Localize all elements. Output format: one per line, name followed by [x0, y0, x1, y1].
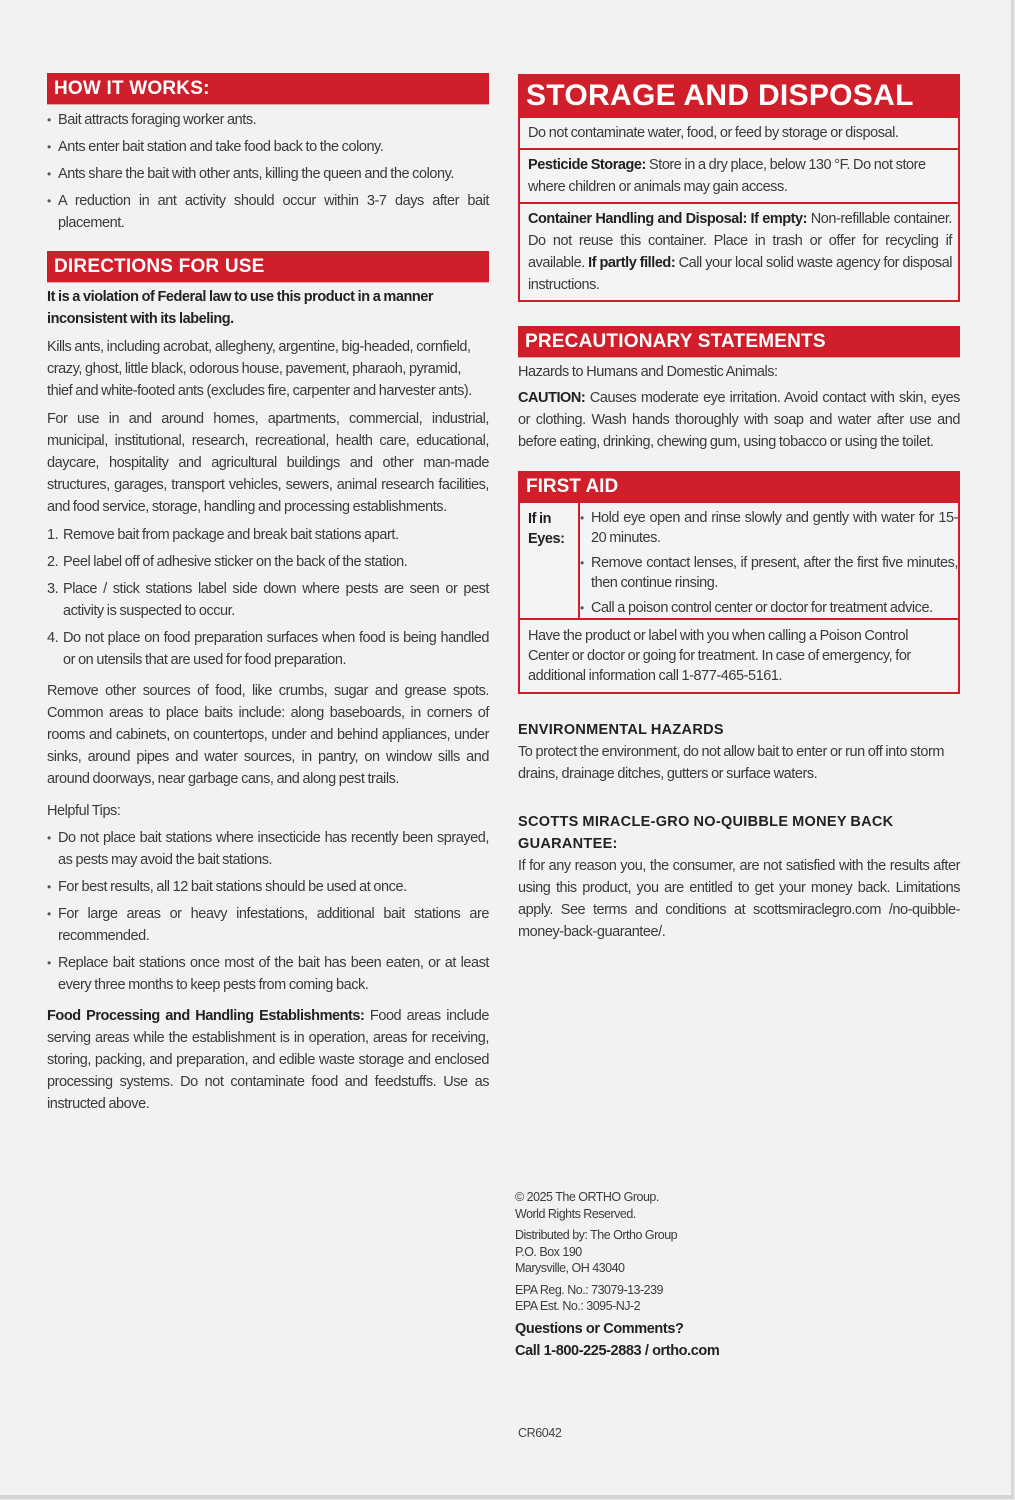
step-number: 3. [47, 581, 59, 597]
list-item: • Remove contact lenses, if present, after the first five minutes, then continue rinsing. [580, 553, 958, 593]
remove-sources-paragraph: Remove other sources of food, like crumbs, sugar and grease spots. Common areas to place baits include: along baseboards, in corners of rooms and cabinets, on countertops, under and behind appliances, under sinks, around pipes and water sources, in pantry, on window sills and around doorways, near garbage cans, and along pest trails. [47, 683, 489, 787]
caution-label: CAUTION: [518, 390, 586, 406]
food-processing-text: Food areas include serving areas while the establishment is in operation, areas for receiving, storing, packing, and preparation, and edible waste storage and enclosed processing systems. Do not contaminate food and feedstuffs. Use as instructed above. [47, 1008, 489, 1112]
step-number: 1. [47, 527, 59, 543]
federal-law-warning: It is a violation of Federal law to use this product in a manner inconsistent with its labeling. [47, 289, 434, 327]
storage-intro: Do not contaminate water, food, or feed by storage or disposal. [520, 116, 958, 148]
rights-reserved: World Rights Reserved. [515, 1206, 636, 1221]
first-aid-footer: Have the product or label with you when calling a Poison Control Center or doctor or going for treatment. In case of emergency, for additional information call 1-877-465-5161. [520, 618, 958, 692]
step-item [47, 578, 489, 622]
list-item: • Replace bait stations once most of the bait has been eaten, or at least every three months to keep pests from coming back. [47, 952, 489, 996]
contact-line: Call 1-800-225-2883 / ortho.com [515, 1342, 720, 1359]
list-item: • Hold eye open and rinse slowly and gently with water for 15-20 minutes. [580, 508, 958, 548]
list-item: • Ants share the bait with other ants, killing the queen and the colony. [47, 163, 489, 185]
helpful-tips-list [47, 827, 489, 996]
step-number: 2. [47, 554, 59, 570]
questions-heading: Questions or Comments? [515, 1320, 684, 1337]
list-item: • Call a poison control center or doctor for treatment advice. [580, 598, 958, 618]
pesticide-storage-label: Pesticide Storage: [528, 157, 646, 173]
storage-disposal-box [518, 74, 960, 302]
food-processing-label: Food Processing and Handling Establishments: [47, 1008, 365, 1024]
food-processing-paragraph [47, 1005, 489, 1115]
first-aid-eyes-row [520, 501, 958, 618]
right-column [518, 74, 960, 943]
epa-est-number: EPA Est. No.: 3095-NJ-2 [515, 1299, 641, 1313]
label-line: Eyes: [528, 531, 565, 547]
if-partly-label: If partly filled: [588, 255, 676, 271]
distributor: Distributed by: The Ortho Group [515, 1228, 678, 1242]
list-item: • For best results, all 12 bait stations should be used at once. [47, 876, 489, 898]
if-empty-label: If empty: [750, 211, 808, 227]
list-item: • Ants enter bait station and take food back to the colony. [47, 136, 489, 158]
environmental-hazards-title: ENVIRONMENTAL HAZARDS [518, 722, 724, 738]
left-column [47, 73, 489, 1115]
step-item [47, 524, 489, 546]
caution-text: Causes moderate eye irritation. Avoid contact with skin, eyes or clothing. Wash hands thoroughly with soap and water after use and before eating, drinking, chewing gum, using tobacco or using the toilet. [518, 390, 960, 450]
helpful-tips-title: Helpful Tips: [47, 803, 121, 819]
step-text: Remove bait from package and break bait stations apart. [63, 527, 399, 543]
first-aid-header: FIRST AID [520, 473, 958, 501]
precautionary-header: PRECAUTIONARY STATEMENTS [518, 326, 960, 357]
step-number: 4. [47, 630, 59, 646]
caution-paragraph [518, 387, 960, 453]
storage-disposal-header: STORAGE AND DISPOSAL [520, 76, 958, 116]
if-in-eyes-label [520, 503, 580, 618]
step-text: Peel label off of adhesive sticker on the back of the station. [63, 554, 408, 570]
city-address: Marysville, OH 43040 [515, 1261, 625, 1275]
po-box: P.O. Box 190 [515, 1244, 582, 1259]
first-aid-list [580, 503, 958, 618]
list-item: • Do not place bait stations where insecticide has recently been sprayed, as pests may avoid the bait stations. [47, 827, 489, 871]
step-item [47, 627, 489, 671]
guarantee-title: SCOTTS MIRACLE-GRO NO-QUIBBLE MONEY BACK GUARANTEE: [518, 814, 894, 852]
product-code: CR6042 [518, 1426, 562, 1440]
copyright: © 2025 The ORTHO Group. [515, 1190, 659, 1204]
environmental-hazards-text: To protect the environment, do not allow bait to enter or run off into storm drains, drainage ditches, gutters or surface waters. [518, 744, 945, 782]
guarantee-text: If for any reason you, the consumer, are not satisfied with the results after using this product, you are entitled to get your money back. Limitations apply. See terms and conditions at scottsmiraclegro.com /no-quibble-money-back-guarantee/. [518, 858, 960, 940]
list-item: • A reduction in ant activity should occur within 3-7 days after bait placement. [47, 190, 489, 234]
for-use-paragraph: For use in and around homes, apartments, commercial, industrial, municipal, institutional, research, recreational, health care, educational, daycare, hospitality and agricultural buildings and other man-made structures, garages, transport vehicles, sewers, animal research facilities, and food service, storage, handling and processing establishments. [47, 411, 489, 515]
pesticide-storage-text: Store in a dry place, below 130 °F. Do not store where children or animals may gain access. [528, 157, 926, 195]
list-item: • Bait attracts foraging worker ants. [47, 109, 489, 131]
directions-steps [47, 524, 489, 671]
if-partly-text: Call your local solid waste agency for disposal instructions. [528, 255, 952, 293]
hazards-subtitle: Hazards to Humans and Domestic Animals: [518, 364, 778, 380]
kills-ants-paragraph: Kills ants, including acrobat, allegheny, argentine, big-headed, cornfield, crazy, ghost, little black, odorous house, pavement, pharaoh, pyramid, thief and white-footed ants (excludes fire, carpenter and harvester ants). [47, 339, 472, 399]
step-item [47, 551, 489, 573]
how-it-works-list [47, 109, 489, 234]
container-handling-label: Container Handling and Disposal: [528, 211, 747, 227]
epa-reg-number: EPA Reg. No.: 73079-13-239 [515, 1282, 663, 1297]
list-item: • For large areas or heavy infestations, additional bait stations are recommended. [47, 903, 489, 947]
how-it-works-header: HOW IT WORKS: [47, 73, 489, 104]
label-line: If in [528, 511, 552, 527]
step-text: Place / stick stations label side down where pests are seen or pest activity is suspected to occur. [63, 581, 489, 619]
container-handling [520, 202, 958, 300]
manufacturer-footer [515, 1189, 815, 1362]
directions-header: DIRECTIONS FOR USE [47, 251, 489, 282]
pesticide-storage [520, 148, 958, 202]
step-text: Do not place on food preparation surfaces when food is being handled or on utensils that are used for food preparation. [63, 630, 489, 668]
if-empty-text: Non-refillable container. Do not reuse this container. Place in trash or offer for recycling if available. [528, 211, 952, 271]
first-aid-box [518, 471, 960, 694]
